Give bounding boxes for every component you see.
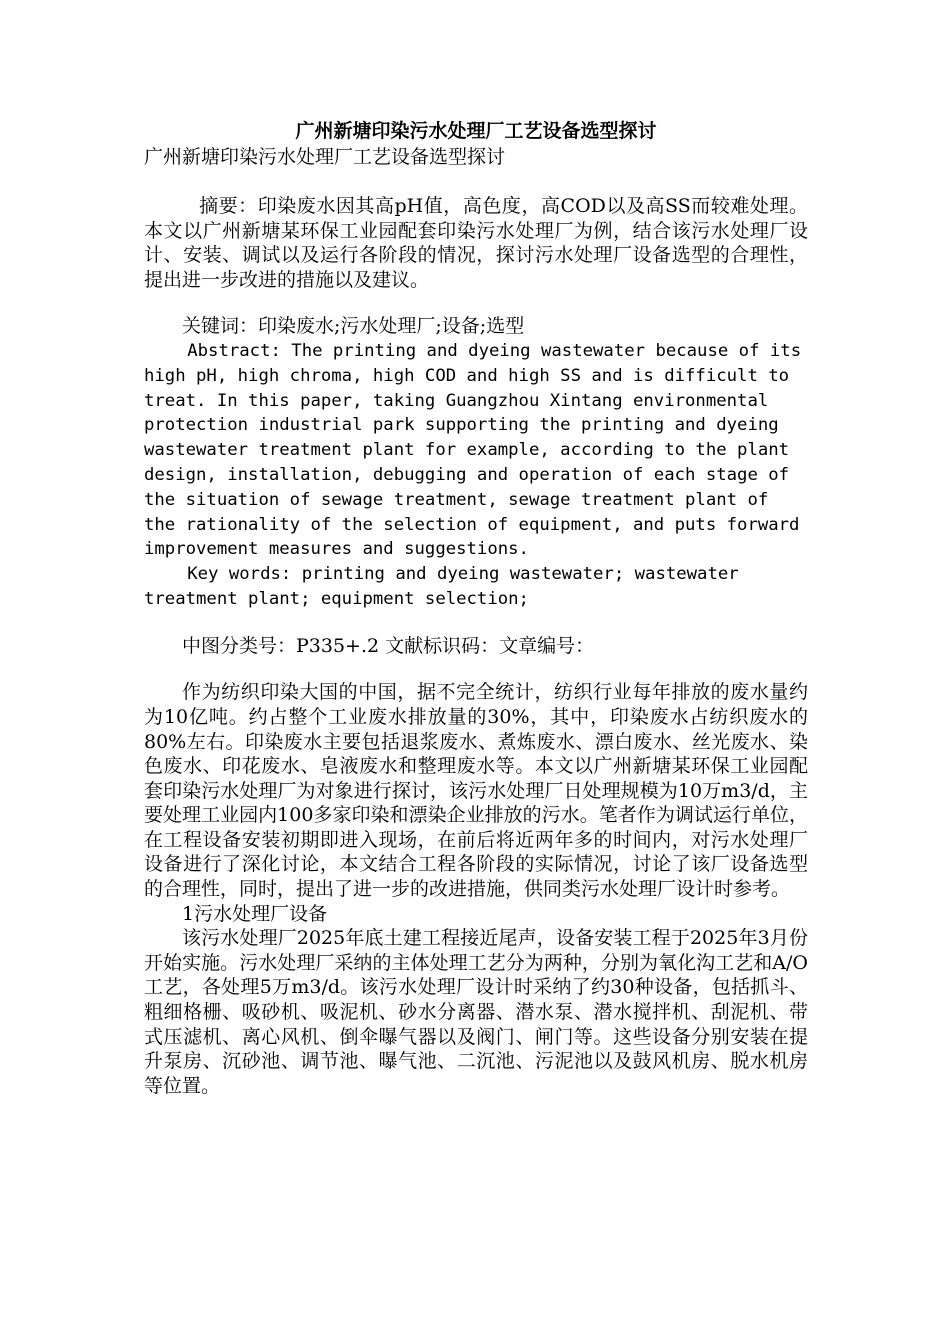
- section-1-paragraph: 该污水处理厂2025年底土建工程接近尾声，设备安装工程于2025年3月份开始实施。污水处理厂采纳的主体处理工艺分为两种，分别为氧化沟工艺和A/O工艺，各处理5万m3/d。该污水处理厂设计时采纳了约30种设备，包括抓斗、粗细格栅、吸砂机、吸泥机、砂水分离器、潜水泵、潜水搅拌机、刮泥机、带式压滤机、离心风机、倒伞曝气器以及阀门、闸门等。这些设备分别安装在提升泵房、沉砂池、调节池、曝气池、二沉池、污泥池以及鼓风机房、脱水机房等位置。: [144, 927, 808, 1097]
- document-title: 广州新塘印染污水处理厂工艺设备选型探讨: [295, 120, 657, 142]
- abstract-chinese: 摘要：印染废水因其高pH值，高色度，高COD以及高SS而较难处理。本文以广州新塘某环保工业园配套印染污水处理厂为例，结合该污水处理厂设计、安装、调试以及运行各阶段的情况，探讨污水处理厂设备选型的合理性，提出进一步改进的措施以及建议。: [144, 195, 808, 291]
- classification-line: 中图分类号：P335+.2 文献标识码：文章编号：: [182, 634, 595, 657]
- keywords-chinese: 关键词：印染废水;污水处理厂;设备;选型: [182, 315, 525, 338]
- document-page: [144, 118, 808, 1098]
- keywords-english: Key words: printing and dyeing wastewater; wastewater treatment plant; equipment selection;: [144, 564, 739, 609]
- intro-paragraph: 作为纺织印染大国的中国，据不完全统计，纺织行业每年排放的废水量约为10亿吨。约占整个工业废水排放量的30%，其中，印染废水占纺织废水的80%左右。印染废水主要包括退浆废水、煮炼废水、漂白废水、丝光废水、染色废水、印花废水、皂液废水和整理废水等。本文以广州新塘某环保工业园配套印染污水处理厂为对象进行探讨，该污水处理厂日处理规模为10万m3/d，主要处理工业园内100多家印染和漂染企业排放的污水。笔者作为调试运行单位，在工程设备安装初期即进入现场，在前后将近两年多的时间内，对污水处理厂设备进行了深化讨论，本文结合工程各阶段的实际情况，讨论了该厂设备选型的合理性，同时，提出了进一步的改进措施，供同类污水处理厂设计时参考。: [144, 681, 808, 901]
- document-subtitle: 广州新塘印染污水处理厂工艺设备选型探讨: [144, 146, 506, 168]
- abstract-english: Abstract: The printing and dyeing wastewater because of its high pH, high chroma, high COD and high SS and is difficult to treat. In this paper, taking Guangzhou Xintang environmental protection industrial park supporting the printing and dyeing wastewater treatment plant for example, according to the plant design, installation, debugging and operation of each stage of the situation of sewage treatment, sewage treatment plant of the rationality of the selection of equipment, and puts forward improvement measures and suggestions.: [144, 340, 802, 560]
- section-1-heading: 1污水处理厂设备: [182, 902, 328, 925]
